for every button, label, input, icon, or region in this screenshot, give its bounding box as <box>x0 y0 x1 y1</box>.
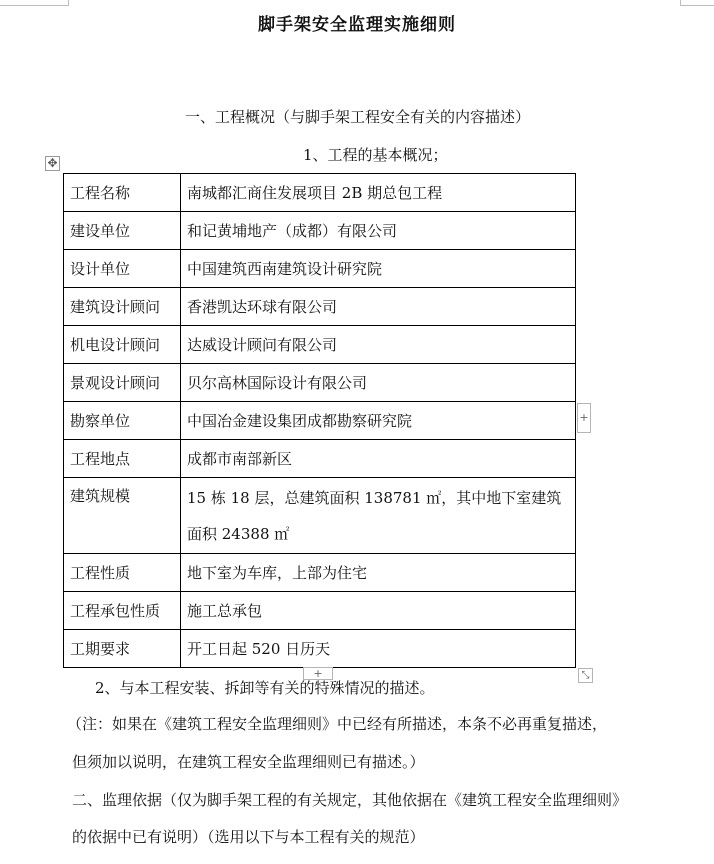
table-row <box>64 288 576 326</box>
table-value-cell: 成都市南部新区 <box>181 440 576 478</box>
table-key-cell: 勘察单位 <box>64 402 181 440</box>
table-row <box>64 554 576 592</box>
add-row-button[interactable]: + <box>303 667 333 680</box>
table-value-cell: 达威设计顾问有限公司 <box>181 326 576 364</box>
table-key-cell: 工程性质 <box>64 554 181 592</box>
project-info-table <box>63 173 576 668</box>
table-row <box>64 326 576 364</box>
table-row <box>64 592 576 630</box>
crop-mark-top-left <box>0 0 69 6</box>
table-key-cell: 工程地点 <box>64 440 181 478</box>
table-value-cell: 施工总承包 <box>181 592 576 630</box>
table-key-cell: 设计单位 <box>64 250 181 288</box>
table-value-cell: 南城都汇商住发展项目 2B 期总包工程 <box>181 174 576 212</box>
table-value-cell: 和记黄埔地产（成都）有限公司 <box>181 212 576 250</box>
table-row <box>64 402 576 440</box>
table-row <box>64 250 576 288</box>
table-key-cell: 工期要求 <box>64 630 181 668</box>
table-value-cell: 贝尔高林国际设计有限公司 <box>181 364 576 402</box>
subsection-2-heading: 2、与本工程安装、拆卸等有关的特殊情况的描述。 <box>95 679 435 697</box>
table-row <box>64 174 576 212</box>
section-1-heading: 一、工程概况（与脚手架工程安全有关的内容描述） <box>185 108 531 126</box>
table-value-cell: 开工日起 520 日历天 <box>181 630 576 668</box>
table-key-cell: 建设单位 <box>64 212 181 250</box>
section-2-line-2: 的依据中已有说明）（选用以下与本工程有关的规范） <box>72 828 425 846</box>
table-key-cell: 工程名称 <box>64 174 181 212</box>
table-row <box>64 478 576 554</box>
table-row <box>64 630 576 668</box>
table-move-handle[interactable]: ✥ <box>45 156 60 171</box>
table-value-cell: 15 栋 18 层，总建筑面积 138781 ㎡，其中地下室建筑面积 24388 ㎡ <box>181 478 576 554</box>
table-key-cell: 建筑设计顾问 <box>64 288 181 326</box>
table-key-cell: 景观设计顾问 <box>64 364 181 402</box>
table-value-cell: 香港凯达环球有限公司 <box>181 288 576 326</box>
table-resize-handle[interactable]: ⤡ <box>578 668 593 683</box>
table-key-cell: 建筑规模 <box>64 478 181 554</box>
note-line-2: 但须加以说明，在建筑工程安全监理细则已有描述。） <box>72 753 425 771</box>
crop-mark-top-right <box>680 0 714 6</box>
document-title: 脚手架安全监理实施细则 <box>258 15 456 35</box>
table-value-cell: 中国建筑西南建筑设计研究院 <box>181 250 576 288</box>
add-column-button[interactable]: + <box>577 403 591 433</box>
table-key-cell: 工程承包性质 <box>64 592 181 630</box>
subsection-1-heading: 1、工程的基本概况； <box>303 146 448 164</box>
table-key-cell: 机电设计顾问 <box>64 326 181 364</box>
table-value-cell: 地下室为车库，上部为住宅 <box>181 554 576 592</box>
note-line-1: （注：如果在《建筑工程安全监理细则》中已经有所描述，本条不必再重复描述， <box>67 715 608 733</box>
table-row <box>64 364 576 402</box>
table-value-cell: 中国冶金建设集团成都勘察研究院 <box>181 402 576 440</box>
section-2-line-1: 二、监理依据（仅为脚手架工程的有关规定，其他依据在《建筑工程安全监理细则》 <box>72 791 628 809</box>
table-row <box>64 440 576 478</box>
table-row <box>64 212 576 250</box>
